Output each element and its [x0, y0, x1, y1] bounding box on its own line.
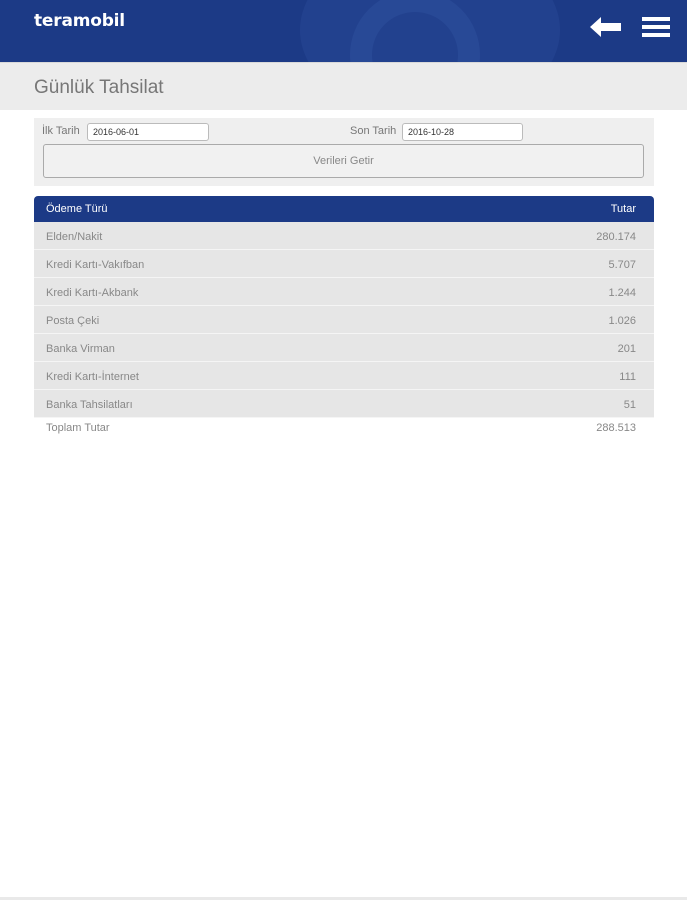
title-bar	[0, 62, 687, 110]
column-header-amount: Tutar	[610, 203, 636, 215]
table-row	[34, 306, 654, 334]
table-row	[34, 390, 654, 418]
table-total-row	[34, 418, 654, 440]
table-row	[34, 250, 654, 278]
table-row	[34, 334, 654, 362]
header-decoration-ring	[350, 0, 480, 62]
end-date-input[interactable]	[402, 123, 523, 141]
date-filter-panel	[34, 118, 654, 186]
table-row	[34, 222, 654, 250]
hamburger-menu-icon-line	[642, 25, 670, 29]
amount-cell: 1.026	[608, 315, 636, 327]
end-date-label: Son Tarih	[350, 125, 397, 137]
hamburger-menu-icon-line	[642, 33, 670, 37]
amount-cell: 1.244	[608, 287, 636, 299]
amount-cell: 201	[617, 343, 636, 355]
app-logo: teramobil	[34, 11, 125, 31]
table-row	[34, 278, 654, 306]
column-header-payment-type: Ödeme Türü	[46, 203, 108, 215]
payment-type-cell: Posta Çeki	[46, 315, 100, 327]
start-date-label: İlk Tarih	[42, 125, 80, 137]
fetch-data-button[interactable]: Verileri Getir	[43, 144, 644, 178]
page-title: Günlük Tahsilat	[34, 77, 164, 98]
table-header	[34, 196, 654, 222]
amount-cell: 51	[623, 399, 636, 411]
total-value: 288.513	[596, 422, 636, 434]
amount-cell: 111	[619, 371, 636, 383]
collections-table	[34, 196, 654, 440]
back-button[interactable]	[588, 14, 624, 40]
amount-cell: 280.174	[596, 231, 636, 243]
total-label: Toplam Tutar	[46, 422, 110, 434]
top-bar	[0, 0, 687, 62]
payment-type-cell: Banka Tahsilatları	[46, 399, 133, 411]
table-row	[34, 362, 654, 390]
payment-type-cell: Kredi Kartı-Vakıfban	[46, 259, 145, 271]
payment-type-cell: Kredi Kartı-İnternet	[46, 371, 139, 383]
amount-cell: 5.707	[608, 259, 636, 271]
payment-type-cell: Kredi Kartı-Akbank	[46, 287, 139, 299]
back-arrow-icon	[588, 14, 624, 40]
payment-type-cell: Banka Virman	[46, 343, 115, 355]
hamburger-menu-icon	[642, 17, 670, 21]
menu-button[interactable]	[640, 14, 672, 40]
payment-type-cell: Elden/Nakit	[46, 231, 103, 243]
start-date-input[interactable]	[87, 123, 209, 141]
